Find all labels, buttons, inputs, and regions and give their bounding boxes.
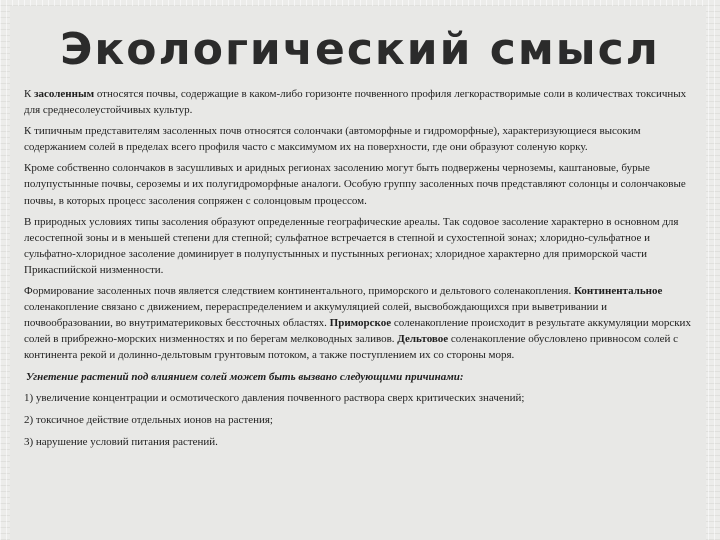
paragraph-definition	[24, 86, 696, 118]
slide-body	[24, 86, 696, 456]
term-deltaic: Дельтовое	[397, 333, 449, 346]
paragraph-definition-pre: К	[24, 88, 35, 100]
salt-accumulation-intro: Формирование засоленных почв является следствием континентального, приморского и дельтового соленакопления.	[24, 285, 574, 298]
salt-accumulation-marine: соленакопление происходит в результате аккумуляции морских солей в прибрежно-морских низменностях и по берегам мелководных заливов.	[24, 317, 691, 346]
causes-heading: Угнетение растений под влиянием солей может быть вызвано следующими причинами:	[26, 370, 464, 383]
term-zasolennym: засоленным	[34, 88, 95, 100]
cause-item-1: 1) увеличение концентрации и осмотического давления почвенного раствора сверх критических значений;	[24, 391, 525, 404]
term-continental: Континентальное	[573, 285, 663, 298]
paragraph-salt-accumulation	[24, 283, 696, 363]
paragraph-salinity-types: В природных условиях типы засоления образуют определенные географические ареалы. Так содовое засоление характерно в основном для лесостепной зоны и в меньшей степени для степной; сульфатное встречается в степной и сухостепной зонах; хлоридно-сульфатное и сульфатно-хлоридное засоление доминирует в полупустынных и пустынных регионах; хлоридное характерно для приморской части Прикаспийской низменности.	[24, 215, 679, 276]
paragraph-definition-rest: относятся почвы, содержащие в каком-либо горизонте почвенного профиля легкорастворимые соли в количествах токсичных для среднесолеустойчивых культур.	[24, 88, 687, 117]
cause-item-3: 3) нарушение условий питания растений.	[24, 435, 218, 448]
slide-title: Экологический смысл	[60, 24, 660, 75]
cause-item-2: 2) токсичное действие отдельных ионов на растения;	[24, 413, 273, 426]
paragraph-solonchaks: К типичным представителям засоленных почв относятся солончаки (автоморфные и гидроморфные), характеризующиеся высоким содержанием солей в пределах всего профиля часто с максимумом их на поверхности, где они образуют соленую корку.	[24, 125, 641, 154]
salt-accumulation-deltaic: соленакопление обусловлено привносом солей с континента рекой и долинно-дельтовым грунтовым потоком, а также поступлением их со стороны моря.	[24, 333, 678, 362]
paragraph-other-soils: Кроме собственно солончаков в засушливых и аридных регионах засолению могут быть подвержены черноземы, каштановые, бурые полупустынные почвы, сероземы и их полугидроморфные аналоги. Особую группу засоленных почв представляют солонцы и солончаковые почвы, в которых процесс засоления сопряжен с солонцовым процессом.	[24, 162, 686, 207]
salt-accumulation-continental: соленакопление связано с движением, перераспределением и аккумуляцией солей, высвобождающихся при выветривании и почвообразовании, во внутриматериковых бессточных областях.	[24, 301, 608, 330]
term-marine: Приморское	[329, 317, 392, 330]
